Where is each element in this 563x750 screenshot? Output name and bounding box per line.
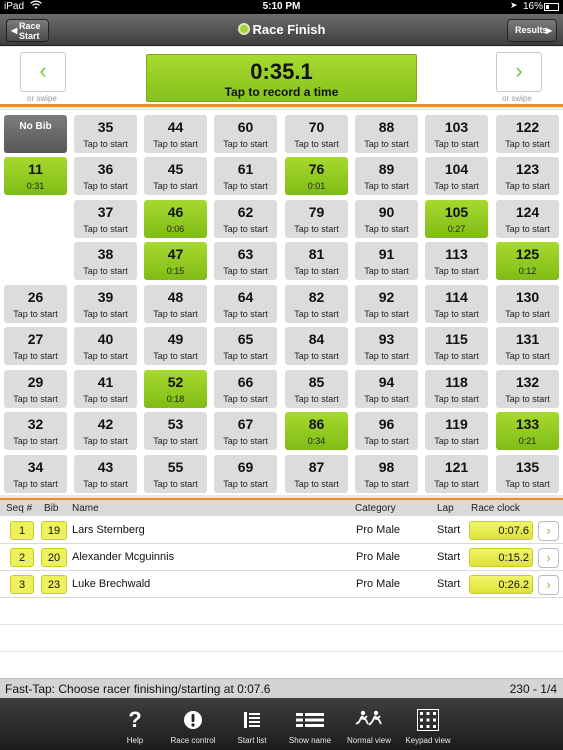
battery-icon	[544, 3, 559, 11]
previous-page-button[interactable]	[20, 52, 66, 92]
bib-cell[interactable]	[425, 242, 488, 280]
bib-number: 93	[378, 331, 395, 347]
bib-number: 119	[445, 416, 468, 432]
bib-time: 0:27	[447, 224, 466, 234]
back-arrow-icon: ◀	[11, 26, 18, 35]
bib-cell[interactable]	[285, 157, 348, 195]
bib-number: 91	[378, 246, 395, 262]
bib-number: 52	[167, 374, 184, 390]
racer-name: Luke Brechwald	[72, 578, 151, 590]
bib-number: No Bib	[19, 121, 52, 132]
bib-cell[interactable]	[74, 285, 137, 323]
back-label-line2: Start	[19, 31, 40, 41]
bib-number: 86	[308, 416, 325, 432]
tab-race-control-label: Race control	[170, 736, 216, 745]
bib-status: Tap to start	[223, 309, 268, 319]
bib-number: 26	[27, 289, 44, 305]
bib-number: 55	[167, 459, 184, 475]
bib-number: 49	[167, 331, 184, 347]
bib-cell[interactable]	[4, 327, 67, 365]
bib-number: 124	[515, 204, 540, 220]
page-title-text: Race Finish	[252, 22, 326, 37]
bib-cell[interactable]	[4, 285, 67, 323]
bib-number: 90	[378, 204, 395, 220]
bib-number: 121	[444, 459, 469, 475]
bib-cell[interactable]	[425, 327, 488, 365]
bib-status: Tap to start	[83, 139, 128, 149]
bib-time: 0:01	[307, 181, 326, 191]
row-detail-button[interactable]	[538, 575, 559, 595]
next-page-button[interactable]	[496, 52, 542, 92]
stopwatch-logo-icon	[238, 23, 250, 35]
bib-number: 41	[97, 374, 114, 390]
bib-status: Tap to start	[83, 479, 128, 489]
bib-number: 27	[27, 331, 44, 347]
bib-status: Tap to start	[83, 224, 128, 234]
battery-percent: 16%	[523, 1, 544, 12]
bib-cell[interactable]	[355, 157, 418, 195]
bib-number: 70	[308, 119, 325, 135]
bib-number: 118	[445, 374, 468, 390]
bib-cell[interactable]	[355, 455, 418, 493]
bib-cell[interactable]	[74, 412, 137, 450]
bib-cell[interactable]	[425, 455, 488, 493]
racer-lap: Start	[437, 524, 461, 536]
seq-chip: 3	[10, 575, 34, 594]
bib-time: 0:34	[307, 436, 326, 446]
bib-grid	[0, 110, 563, 495]
bib-cell[interactable]	[4, 412, 67, 450]
bib-cell[interactable]	[144, 327, 207, 365]
bib-number: 92	[378, 289, 395, 305]
bib-status: Tap to start	[505, 479, 550, 489]
bib-status: Tap to start	[434, 181, 479, 191]
bib-number: 46	[167, 204, 184, 220]
bib-cell[interactable]	[285, 327, 348, 365]
bib-number: 11	[28, 161, 43, 177]
bib-cell[interactable]	[144, 412, 207, 450]
bib-status: Tap to start	[505, 394, 550, 404]
location-icon: ➤	[510, 0, 518, 10]
bib-number: 44	[167, 119, 184, 135]
bib-cell[interactable]	[355, 327, 418, 365]
bib-status: Tap to start	[434, 309, 479, 319]
bib-cell[interactable]	[214, 157, 277, 195]
bib-cell[interactable]	[214, 200, 277, 238]
bib-number: 34	[27, 459, 44, 475]
bib-cell[interactable]	[74, 370, 137, 408]
name-list-icon	[280, 706, 340, 734]
racer-category: Pro Male	[356, 524, 401, 536]
bib-cell[interactable]	[355, 242, 418, 280]
table-row[interactable]	[0, 544, 563, 571]
bib-cell[interactable]	[74, 157, 137, 195]
bib-cell[interactable]	[144, 370, 207, 408]
bib-number: 94	[378, 374, 395, 390]
racer-name: Lars Sternberg	[72, 524, 145, 536]
header-lap: Lap	[437, 503, 454, 514]
bib-status: Tap to start	[223, 479, 268, 489]
bib-status: Tap to start	[13, 309, 58, 319]
bib-number: 135	[515, 459, 540, 475]
bib-cell[interactable]	[496, 115, 559, 153]
back-label-line1: Race	[19, 21, 41, 31]
bib-number: 87	[308, 459, 325, 475]
bib-cell[interactable]	[214, 455, 277, 493]
carrier-label: iPad	[4, 1, 25, 12]
bib-status: Tap to start	[364, 139, 409, 149]
bib-status: Tap to start	[153, 436, 198, 446]
bib-cell[interactable]	[4, 455, 67, 493]
bib-status: Tap to start	[223, 351, 268, 361]
status-time: 5:10 PM	[262, 1, 301, 12]
record-time-label: Tap to record a time	[224, 85, 339, 99]
bib-number: 105	[444, 204, 469, 220]
bib-status: Tap to start	[294, 394, 339, 404]
bib-cell[interactable]	[74, 327, 137, 365]
bib-cell[interactable]	[285, 242, 348, 280]
chevron-right-icon: ›	[546, 577, 551, 592]
bib-status: Tap to start	[83, 394, 128, 404]
bib-status: Tap to start	[364, 351, 409, 361]
bib-cell[interactable]	[496, 370, 559, 408]
chevron-right-icon: ›	[546, 550, 551, 565]
bib-status: Tap to start	[505, 139, 550, 149]
bib-cell[interactable]	[214, 285, 277, 323]
results-table	[0, 498, 563, 678]
bib-number: 29	[27, 374, 44, 390]
bib-number: 38	[97, 246, 114, 262]
bib-cell[interactable]	[74, 455, 137, 493]
bib-status: Tap to start	[434, 139, 479, 149]
racer-lap: Start	[437, 551, 461, 563]
bib-number: 39	[97, 289, 114, 305]
bib-status: Tap to start	[364, 224, 409, 234]
bib-number: 63	[237, 246, 254, 262]
bib-number: 43	[97, 459, 114, 475]
seq-chip: 2	[10, 548, 34, 567]
racer-name: Alexander Mcguinnis	[72, 551, 175, 563]
bib-status: Tap to start	[505, 224, 550, 234]
bib-status: Tap to start	[153, 479, 198, 489]
bib-number: 47	[167, 246, 184, 262]
bib-status: Tap to start	[13, 479, 58, 489]
bib-status: Tap to start	[364, 479, 409, 489]
bib-status: Tap to start	[153, 139, 198, 149]
bib-number: 69	[237, 459, 254, 475]
bib-cell[interactable]	[496, 285, 559, 323]
bib-status: Tap to start	[83, 436, 128, 446]
bib-number: 98	[378, 459, 395, 475]
bib-cell[interactable]	[425, 285, 488, 323]
tab-help-label: Help	[126, 736, 144, 745]
bib-status: Tap to start	[223, 224, 268, 234]
tab-show-name-label: Show name	[288, 736, 332, 745]
bib-status: Tap to start	[153, 181, 198, 191]
record-time-button[interactable]	[146, 54, 417, 102]
bib-status: Tap to start	[505, 309, 550, 319]
bib-status: Tap to start	[364, 309, 409, 319]
bib-cell[interactable]	[355, 370, 418, 408]
bib-number: 48	[167, 289, 184, 305]
bib-status: Tap to start	[13, 351, 58, 361]
list-icon	[222, 706, 282, 734]
bib-number: 115	[445, 331, 468, 347]
bib-chip: 20	[41, 548, 67, 567]
bib-number: 113	[445, 246, 468, 262]
bib-cell[interactable]	[144, 157, 207, 195]
bib-cell[interactable]	[285, 370, 348, 408]
bib-number: 82	[308, 289, 325, 305]
bib-status: Tap to start	[223, 181, 268, 191]
bib-time: 0:21	[518, 436, 537, 446]
bib-chip: 23	[41, 575, 67, 594]
fast-tap-message: Fast-Tap: Choose racer finishing/starting at 0:07.6	[5, 682, 271, 696]
alert-icon	[163, 706, 223, 734]
bib-cell[interactable]	[425, 370, 488, 408]
bib-cell[interactable]	[285, 285, 348, 323]
race-clock-value: 0:15.2	[469, 548, 533, 567]
bib-number: 122	[515, 119, 540, 135]
tab-bar	[0, 698, 563, 750]
bib-cell[interactable]	[74, 242, 137, 280]
page-title	[0, 22, 563, 37]
swipe-hint-right: or swipe	[502, 94, 532, 103]
bib-status: Tap to start	[223, 394, 268, 404]
bib-number: 79	[308, 204, 325, 220]
header-category: Category	[355, 503, 396, 514]
bib-number: 53	[167, 416, 184, 432]
bib-time: 0:06	[166, 224, 185, 234]
bib-status: Tap to start	[434, 266, 479, 276]
row-detail-button[interactable]	[538, 548, 559, 568]
bib-status: Tap to start	[434, 351, 479, 361]
bib-status: Tap to start	[505, 181, 550, 191]
empty-row	[0, 598, 563, 625]
bib-number: 131	[515, 331, 540, 347]
bib-status: Tap to start	[13, 436, 58, 446]
header-name: Name	[72, 503, 99, 514]
header-bib: Bib	[44, 503, 59, 514]
race-clock: 0:35.1	[250, 59, 313, 84]
chevron-right-icon: ›	[546, 523, 551, 538]
results-header	[0, 500, 563, 516]
tab-keypad-view-label: Keypad view	[405, 736, 451, 745]
table-row[interactable]	[0, 517, 563, 544]
bib-number: 132	[515, 374, 540, 390]
bib-cell[interactable]	[74, 115, 137, 153]
bib-status: Tap to start	[13, 394, 58, 404]
bib-status: Tap to start	[83, 309, 128, 319]
bib-chip: 19	[41, 521, 67, 540]
bib-cell[interactable]	[355, 200, 418, 238]
tab-keypad-view[interactable]	[398, 698, 458, 750]
header-seq: Seq #	[6, 503, 33, 514]
bib-cell[interactable]	[144, 285, 207, 323]
bib-number: 125	[515, 246, 540, 262]
bib-status: Tap to start	[153, 309, 198, 319]
bib-cell[interactable]	[214, 412, 277, 450]
nav-bar	[0, 14, 563, 46]
bib-status: Tap to start	[364, 266, 409, 276]
bib-cell[interactable]	[285, 200, 348, 238]
race-clock-value: 0:07.6	[469, 521, 533, 540]
bib-number: 32	[27, 416, 44, 432]
bib-status: Tap to start	[434, 479, 479, 489]
bib-number: 130	[515, 289, 540, 305]
bib-status: Tap to start	[223, 266, 268, 276]
bib-number: 37	[97, 204, 114, 220]
chevron-right-icon: ›	[515, 58, 523, 83]
swipe-hint-left: or swipe	[27, 94, 57, 103]
chevron-left-icon: ‹	[39, 58, 47, 83]
bib-cell[interactable]	[285, 455, 348, 493]
results-button[interactable]	[507, 19, 557, 42]
bib-number: 84	[308, 331, 325, 347]
bib-cell[interactable]	[496, 455, 559, 493]
race-clock-value: 0:26.2	[469, 575, 533, 594]
bib-time: 0:15	[166, 266, 185, 276]
entry-count: 230 - 1/4	[509, 682, 557, 696]
bib-status: Tap to start	[83, 181, 128, 191]
bib-cell[interactable]	[214, 115, 277, 153]
bib-number: 85	[308, 374, 325, 390]
bib-status: Tap to start	[434, 394, 479, 404]
bib-status: Tap to start	[223, 436, 268, 446]
bib-number: 65	[237, 331, 254, 347]
bib-number: 42	[97, 416, 114, 432]
seq-chip: 1	[10, 521, 34, 540]
bib-status: Tap to start	[83, 266, 128, 276]
racer-category: Pro Male	[356, 578, 401, 590]
bib-number: 61	[237, 161, 254, 177]
bib-cell[interactable]	[425, 200, 488, 238]
row-detail-button[interactable]	[538, 521, 559, 541]
racer-lap: Start	[437, 578, 461, 590]
bib-cell[interactable]	[74, 200, 137, 238]
bib-cell[interactable]	[425, 412, 488, 450]
bib-number: 35	[97, 119, 114, 135]
bib-cell[interactable]	[355, 285, 418, 323]
bib-cell[interactable]	[355, 115, 418, 153]
tab-race-control[interactable]	[163, 698, 223, 750]
bib-number: 114	[445, 289, 468, 305]
bib-status: Tap to start	[294, 224, 339, 234]
tab-help[interactable]	[105, 698, 165, 750]
bib-number: 103	[444, 119, 469, 135]
bib-number: 123	[515, 161, 540, 177]
bib-cell[interactable]	[285, 412, 348, 450]
bib-time: 0:12	[518, 266, 537, 276]
bib-status: Tap to start	[83, 351, 128, 361]
bib-number: 96	[378, 416, 395, 432]
bib-cell[interactable]	[355, 412, 418, 450]
bib-time: 0:18	[166, 394, 185, 404]
bib-number: 45	[167, 161, 184, 177]
bib-number: 133	[515, 416, 540, 432]
bib-status: Tap to start	[364, 436, 409, 446]
bib-number: 88	[378, 119, 395, 135]
bib-cell[interactable]	[496, 412, 559, 450]
bib-status: Tap to start	[223, 139, 268, 149]
bib-cell[interactable]	[4, 370, 67, 408]
bib-cell[interactable]	[4, 157, 67, 195]
bib-cell[interactable]	[496, 157, 559, 195]
timer-area	[0, 47, 563, 107]
bib-cell[interactable]	[496, 200, 559, 238]
bib-number: 67	[237, 416, 254, 432]
bib-cell[interactable]	[144, 115, 207, 153]
racer-category: Pro Male	[356, 551, 401, 563]
bib-cell[interactable]	[285, 115, 348, 153]
bib-number: 64	[237, 289, 254, 305]
tab-normal-view-label: Normal view	[346, 736, 391, 745]
empty-row	[0, 652, 563, 679]
no-bib-button[interactable]	[4, 115, 67, 153]
tab-start-list-label: Start list	[237, 736, 267, 745]
bib-cell[interactable]	[425, 157, 488, 195]
table-row[interactable]	[0, 571, 563, 598]
tab-normal-view[interactable]	[339, 698, 399, 750]
results-label: Results	[515, 25, 548, 35]
bib-number: 89	[378, 161, 395, 177]
fast-tap-bar	[0, 678, 563, 698]
bib-status: Tap to start	[434, 436, 479, 446]
bib-cell[interactable]	[214, 370, 277, 408]
question-icon: ?	[128, 707, 142, 732]
bib-status: Tap to start	[153, 351, 198, 361]
bib-status: Tap to start	[294, 309, 339, 319]
bib-cell[interactable]	[425, 115, 488, 153]
bib-cell[interactable]	[496, 327, 559, 365]
runners-icon	[339, 706, 399, 734]
bib-number: 36	[97, 161, 114, 177]
bib-cell[interactable]	[214, 242, 277, 280]
bib-cell[interactable]	[144, 200, 207, 238]
bib-status: Tap to start	[294, 351, 339, 361]
bib-number: 62	[237, 204, 254, 220]
bib-number: 81	[308, 246, 325, 262]
bib-number: 76	[308, 161, 325, 177]
bib-status: Tap to start	[364, 181, 409, 191]
keypad-icon	[398, 706, 458, 734]
bib-status: Tap to start	[364, 394, 409, 404]
bib-status: Tap to start	[505, 351, 550, 361]
bib-number: 104	[444, 161, 469, 177]
bib-status: Tap to start	[294, 266, 339, 276]
forward-arrow-icon: ▶	[545, 26, 552, 35]
bib-cell[interactable]	[144, 455, 207, 493]
bib-status: Tap to start	[294, 479, 339, 489]
header-race-clock: Race clock	[471, 503, 520, 514]
bib-time: 0:31	[26, 181, 45, 191]
empty-row	[0, 625, 563, 652]
tab-start-list[interactable]	[222, 698, 282, 750]
status-bar	[0, 0, 563, 14]
bib-status: Tap to start	[294, 139, 339, 149]
bib-number: 66	[237, 374, 254, 390]
bib-number: 60	[237, 119, 254, 135]
bib-cell[interactable]	[496, 242, 559, 280]
bib-cell[interactable]	[144, 242, 207, 280]
bib-cell[interactable]	[214, 327, 277, 365]
tab-show-name[interactable]	[280, 698, 340, 750]
bib-number: 40	[97, 331, 114, 347]
